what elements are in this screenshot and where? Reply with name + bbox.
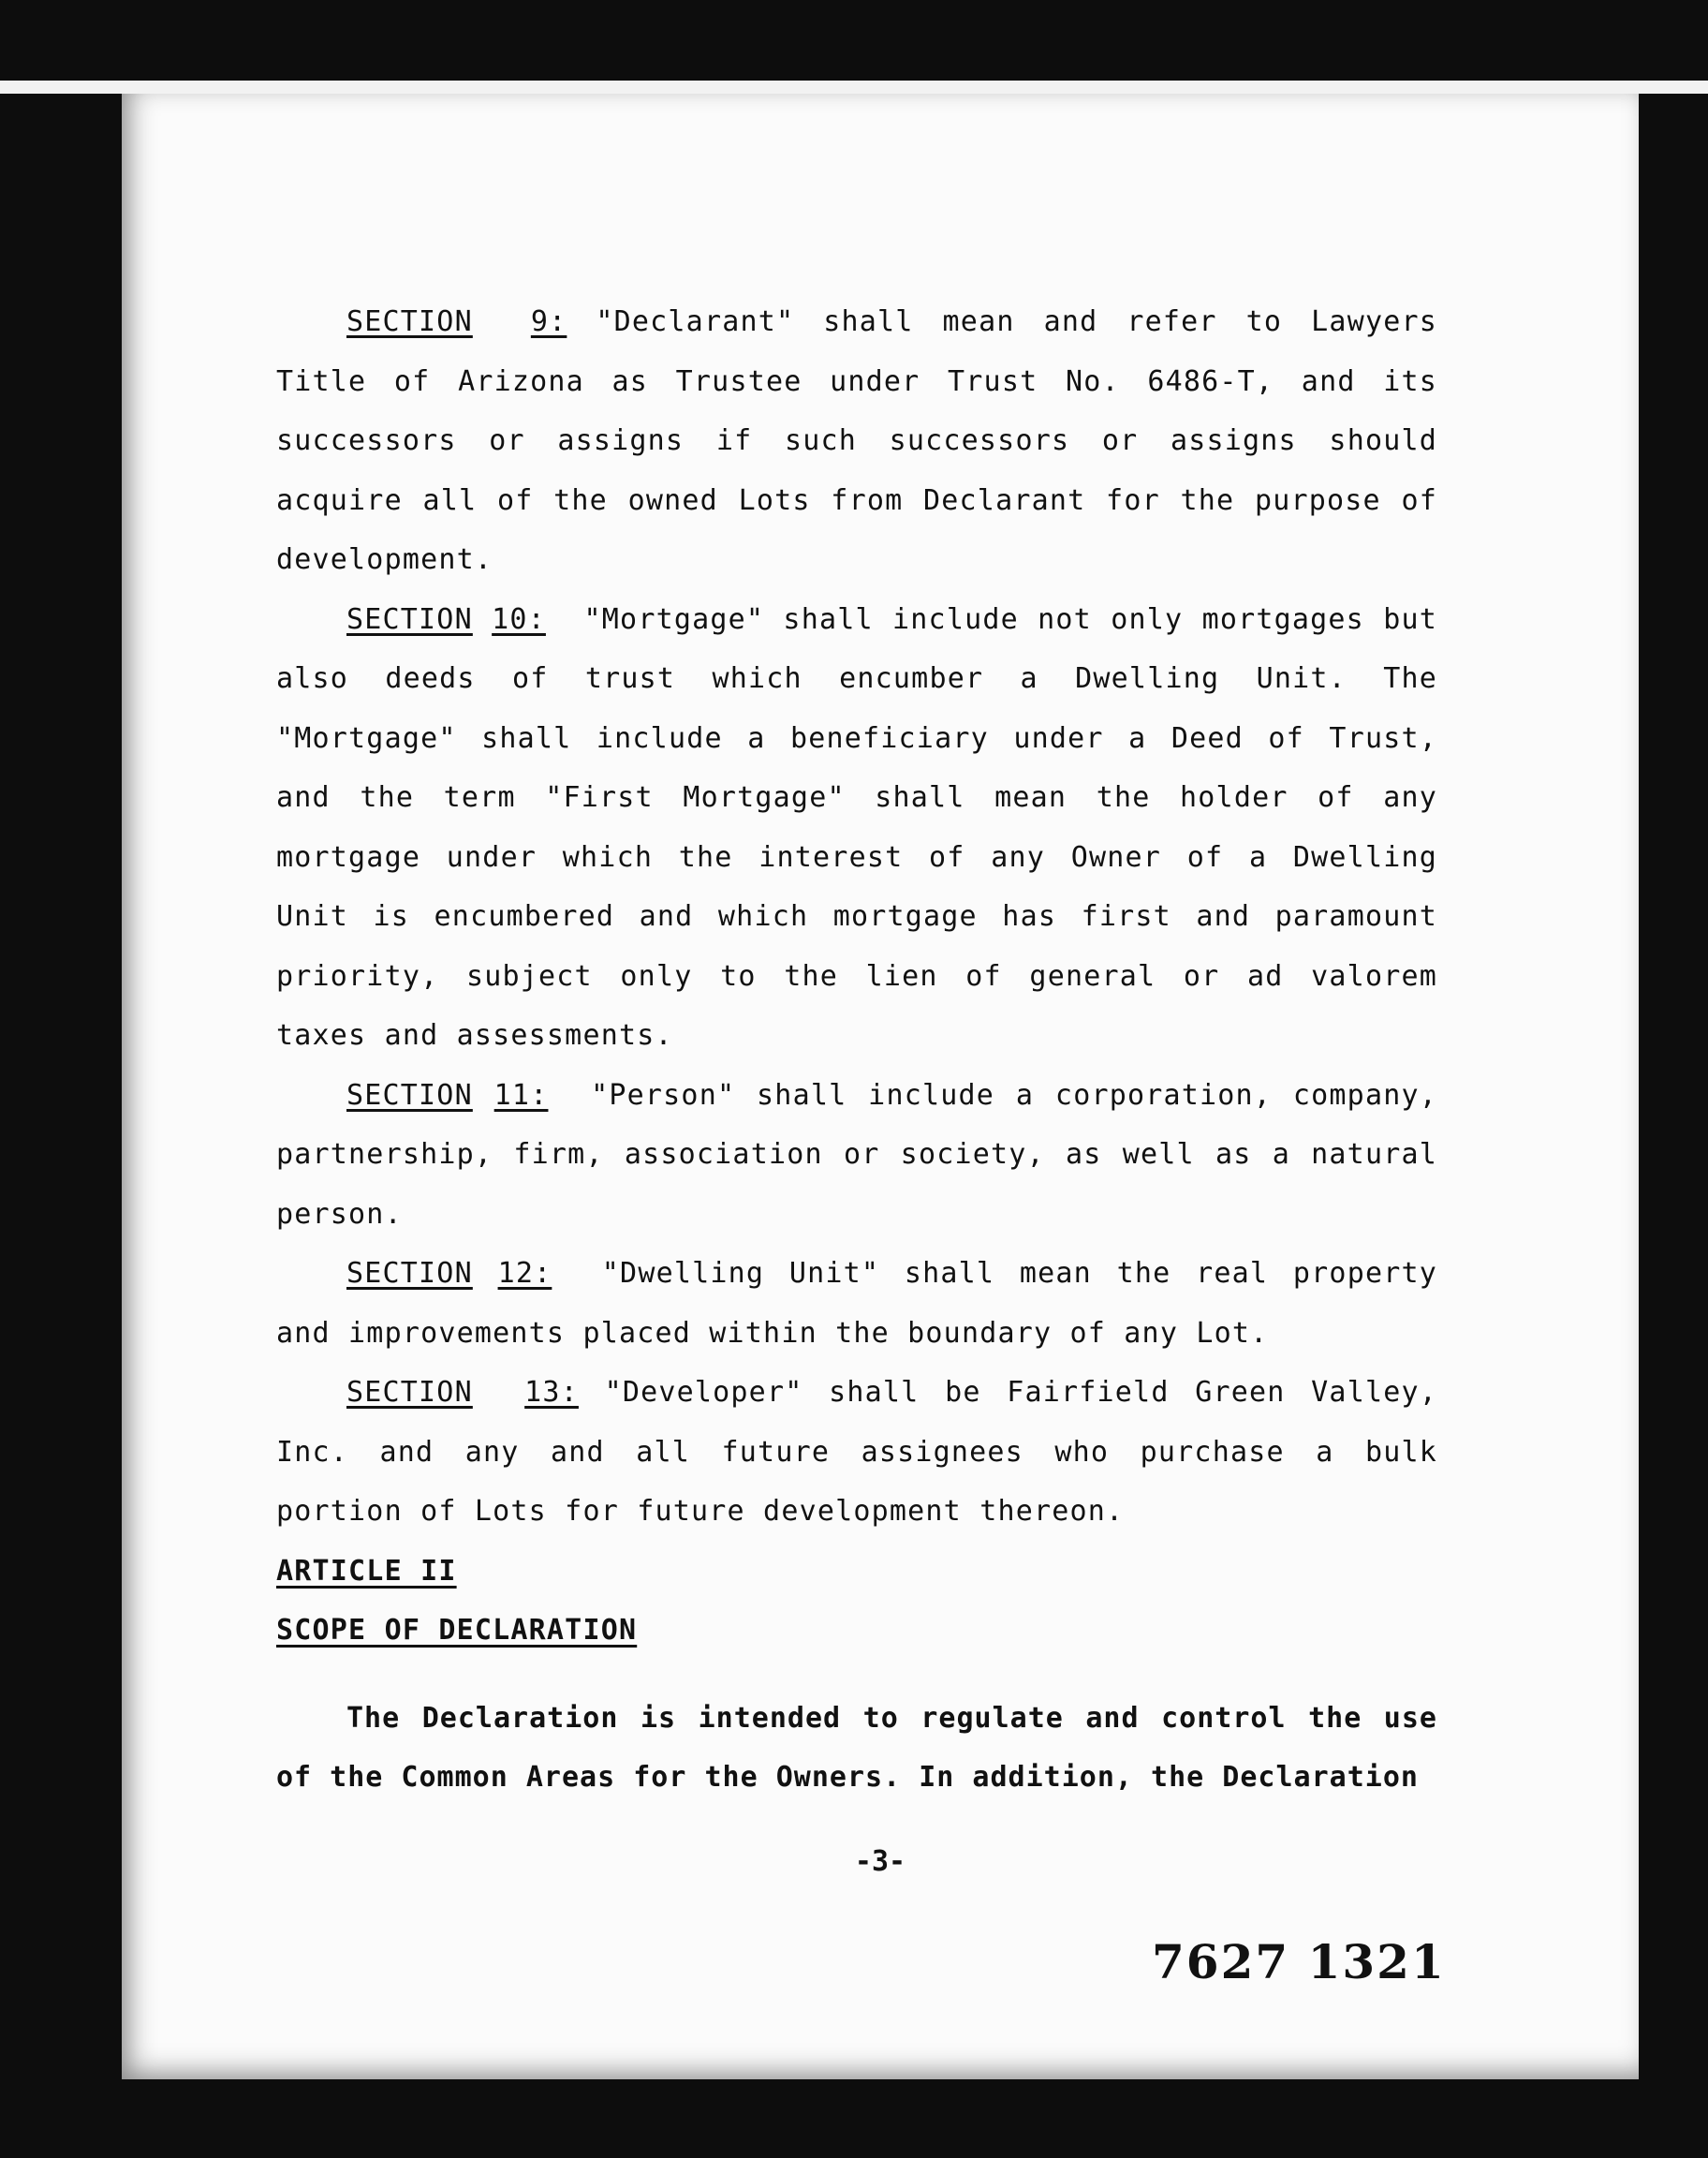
section-11 bbox=[276, 1066, 1437, 1245]
section-label: SECTION bbox=[346, 1376, 473, 1409]
section-text: "Declarant" shall mean and refer to Lawyers Title of Arizona as Trustee under Trust No. 6486-T, and its successors or assigns if such successors or assigns should acquire all of the owned Lots from Declarant for the purpose of development. bbox=[276, 305, 1438, 576]
section-13 bbox=[276, 1363, 1437, 1542]
article-paragraph: The Declaration is intended to regulate and control the use of the Common Areas for the Owners. In addition, the Declaration bbox=[276, 1701, 1437, 1794]
section-text: "Person" shall include a corporation, company, partnership, firm, association or society, as well as a natural person. bbox=[276, 1078, 1437, 1231]
section-number: 9: bbox=[530, 305, 567, 338]
section-label: SECTION bbox=[346, 1257, 473, 1290]
section-12 bbox=[276, 1244, 1437, 1363]
section-number: 11: bbox=[493, 1078, 549, 1112]
section-number: 13: bbox=[524, 1376, 579, 1409]
page-number: -3- bbox=[854, 1845, 906, 1878]
section-number: 10: bbox=[492, 602, 546, 636]
article-title: ARTICLE II bbox=[276, 1554, 457, 1588]
section-text: "Developer" shall be Fairfield Green Valley, Inc. and any and all future assignees who purchase a bulk portion of Lots for future development thereon. bbox=[276, 1376, 1438, 1528]
section-number: 12: bbox=[497, 1257, 552, 1290]
article-subtitle: SCOPE OF DECLARATION bbox=[276, 1614, 638, 1647]
section-label: SECTION bbox=[346, 1078, 473, 1112]
section-10 bbox=[276, 590, 1437, 1066]
section-label: SECTION bbox=[346, 305, 473, 338]
section-9 bbox=[276, 292, 1437, 590]
document-body bbox=[276, 292, 1437, 1808]
file-number-stamp: 7627 1321 bbox=[1152, 1934, 1446, 1989]
section-text: "Mortgage" shall include not only mortgages but also deeds of trust which encumber a Dwelling Unit. The "Mortgage" shall include a beneficiary under a Deed of Trust, and the term "First Mortgage" shall mean the holder of any mortgage under which the interest of any Owner of a Dwelling Unit is encumbered and which mortgage has first and paramount priority, subject only to the lien of general or ad valorem taxes and assessments. bbox=[276, 602, 1437, 1052]
document-page bbox=[122, 94, 1639, 2079]
section-label: SECTION bbox=[346, 602, 473, 636]
section-text: "Dwelling Unit" shall mean the real property and improvements placed within the boundary of any Lot. bbox=[276, 1257, 1438, 1350]
spacer bbox=[276, 1661, 1437, 1689]
scan-edge bbox=[0, 81, 1708, 94]
